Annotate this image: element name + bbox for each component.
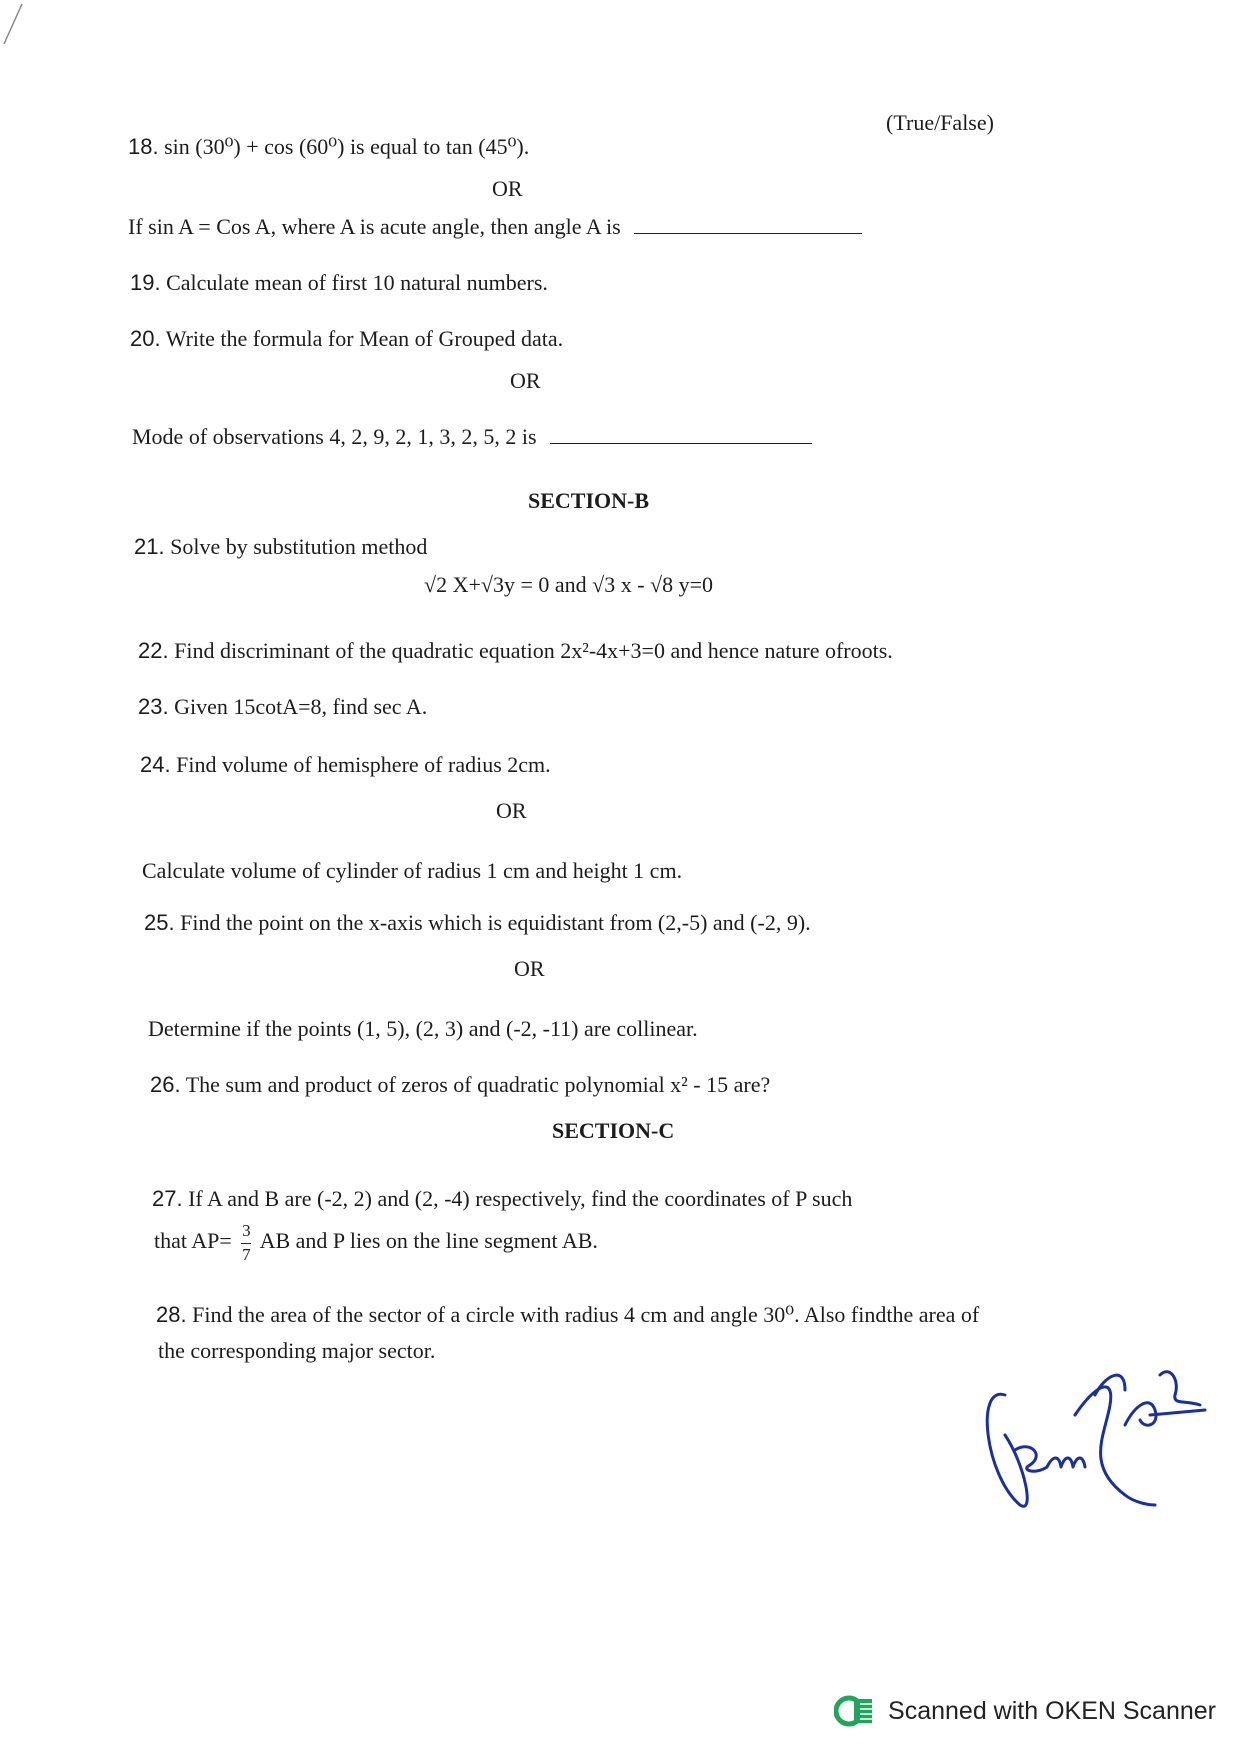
q28-continuation: the corresponding major sector.	[158, 1338, 436, 1363]
q19-number: 19.	[130, 270, 161, 295]
q27-text: If A and B are (-2, 2) and (2, -4) respectively, find the coordinates of P such	[188, 1186, 853, 1211]
q24	[140, 752, 551, 778]
q27	[152, 1186, 852, 1212]
q24-text: Find volume of hemisphere of radius 2cm.	[176, 752, 551, 777]
q26	[150, 1072, 770, 1098]
scanner-footer-text: Scanned with OKEN Scanner	[888, 1696, 1216, 1725]
q25-or: OR	[514, 956, 545, 981]
q21-number: 21.	[134, 534, 165, 559]
q25-number: 25.	[144, 910, 175, 935]
q24-number: 24.	[140, 752, 171, 777]
q27-frac-denominator: 7	[242, 1244, 251, 1264]
q24-or: OR	[496, 798, 527, 823]
q28-number: 28.	[156, 1302, 187, 1327]
q26-number: 26.	[150, 1072, 181, 1097]
q20	[130, 326, 563, 352]
scanner-footer	[834, 1694, 1216, 1728]
q25	[144, 910, 811, 936]
q18-answer-type: (True/False)	[886, 110, 994, 135]
q18-or: OR	[492, 176, 523, 201]
q27-continuation	[154, 1222, 598, 1264]
q18-alt-text: If sin A = Cos A, where A is acute angle, then angle A is	[128, 214, 621, 239]
q28	[156, 1302, 979, 1328]
q27-number: 27.	[152, 1186, 183, 1211]
q20-number: 20.	[130, 326, 161, 351]
q27-fraction	[241, 1222, 251, 1264]
section-c-heading: SECTION-C	[552, 1118, 675, 1143]
q18	[128, 134, 529, 160]
q24-alt: Calculate volume of cylinder of radius 1 cm and height 1 cm.	[142, 858, 683, 883]
q21	[134, 534, 427, 560]
q23-text: Given 15cotA=8, find sec A.	[174, 694, 428, 719]
q25-text: Find the point on the x-axis which is equidistant from (2,-5) and (-2, 9).	[180, 910, 811, 935]
q25-alt: Determine if the points (1, 5), (2, 3) and (-2, -11) are collinear.	[148, 1016, 698, 1041]
oken-scanner-logo-icon	[834, 1694, 876, 1728]
handwritten-signature	[975, 1355, 1215, 1535]
q19	[130, 270, 548, 296]
q22-number: 22.	[138, 638, 169, 663]
q27-cont-prefix: that AP=	[154, 1228, 232, 1254]
section-b-heading: SECTION-B	[528, 488, 650, 513]
q18-answer-blank	[634, 232, 862, 234]
q23-number: 23.	[138, 694, 169, 719]
q22-text: Find discriminant of the quadratic equation 2x²-4x+3=0 and hence nature ofroots.	[174, 638, 893, 663]
q18-text: sin (30⁰) + cos (60⁰) is equal to tan (45⁰).	[164, 134, 530, 159]
pen-stroke-mark	[0, 0, 40, 60]
q22	[138, 638, 893, 664]
q21-text: Solve by substitution method	[170, 534, 428, 559]
q19-text: Calculate mean of first 10 natural numbers.	[166, 270, 548, 295]
q26-text: The sum and product of zeros of quadratic polynomial x² - 15 are?	[185, 1072, 771, 1097]
q20-text: Write the formula for Mean of Grouped data.	[165, 326, 564, 351]
q20-answer-blank	[550, 442, 812, 444]
q28-text: Find the area of the sector of a circle with radius 4 cm and angle 30⁰. Also findthe area of	[192, 1302, 980, 1327]
q23	[138, 694, 427, 720]
q27-frac-bar	[241, 1243, 251, 1244]
q18-number: 18.	[128, 134, 159, 159]
q20-or: OR	[510, 368, 541, 393]
q20-alt-text: Mode of observations 4, 2, 9, 2, 1, 3, 2, 5, 2 is	[132, 424, 537, 449]
q27-frac-numerator: 3	[242, 1221, 251, 1240]
q20-alt	[132, 424, 812, 450]
q18-alt	[128, 214, 862, 240]
q27-cont-suffix: AB and P lies on the line segment AB.	[259, 1228, 598, 1254]
q21-equation: √2 X+√3y = 0 and √3 x - √8 y=0	[424, 572, 713, 597]
